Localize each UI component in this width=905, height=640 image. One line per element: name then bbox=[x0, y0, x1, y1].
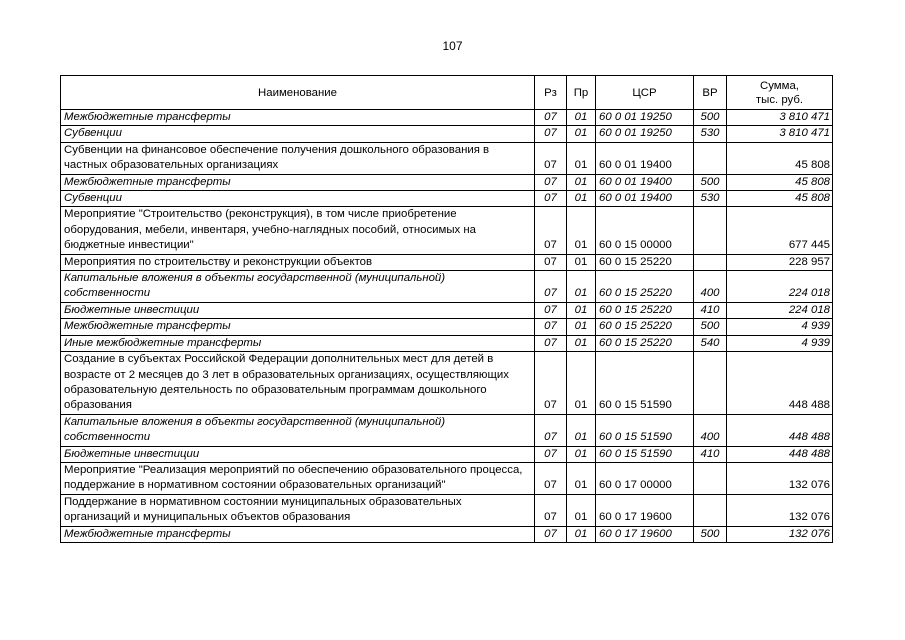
column-header-vr: ВР bbox=[694, 76, 727, 110]
page-number: 107 bbox=[442, 39, 463, 53]
cell-csr: 60 0 01 19250 bbox=[596, 110, 694, 126]
cell-rz: 07 bbox=[535, 191, 567, 207]
cell-pr: 01 bbox=[567, 126, 596, 142]
cell-pr: 01 bbox=[567, 462, 596, 494]
cell-sum: 45 808 bbox=[727, 191, 833, 207]
cell-csr: 60 0 15 25220 bbox=[596, 319, 694, 335]
table-row bbox=[61, 414, 833, 446]
cell-name: Субвенции bbox=[61, 191, 535, 207]
cell-vr bbox=[694, 462, 727, 494]
cell-csr: 60 0 15 25220 bbox=[596, 254, 694, 270]
cell-rz: 07 bbox=[535, 352, 567, 415]
cell-pr: 01 bbox=[567, 302, 596, 318]
cell-csr: 60 0 17 19600 bbox=[596, 526, 694, 542]
table-row bbox=[61, 352, 833, 415]
cell-vr: 540 bbox=[694, 335, 727, 351]
table-header-row bbox=[61, 76, 833, 110]
cell-vr bbox=[694, 352, 727, 415]
cell-pr: 01 bbox=[567, 254, 596, 270]
cell-name: Субвенции bbox=[61, 126, 535, 142]
cell-sum: 45 808 bbox=[727, 174, 833, 190]
cell-pr: 01 bbox=[567, 446, 596, 462]
cell-name: Создание в субъектах Российской Федерации дополнительных мест для детей в возрасте от 2 месяцев до 3 лет в образовательных организациях, осуществляющих образовательную деятельность по образовательным программам дошкольного образования bbox=[61, 352, 535, 415]
cell-sum: 4 939 bbox=[727, 319, 833, 335]
table-body bbox=[61, 110, 833, 543]
cell-vr: 500 bbox=[694, 319, 727, 335]
cell-pr: 01 bbox=[567, 352, 596, 415]
cell-sum: 45 808 bbox=[727, 142, 833, 174]
table-row bbox=[61, 526, 833, 542]
cell-sum: 132 076 bbox=[727, 462, 833, 494]
cell-rz: 07 bbox=[535, 526, 567, 542]
column-header-name: Наименование bbox=[61, 76, 535, 110]
cell-vr: 530 bbox=[694, 126, 727, 142]
cell-vr bbox=[694, 494, 727, 526]
cell-csr: 60 0 15 25220 bbox=[596, 335, 694, 351]
column-header-csr: ЦСР bbox=[596, 76, 694, 110]
cell-name: Иные межбюджетные трансферты bbox=[61, 335, 535, 351]
cell-name: Поддержание в нормативном состоянии муниципальных образовательных организаций и муниципальных объектов образования bbox=[61, 494, 535, 526]
table-row bbox=[61, 126, 833, 142]
cell-name: Межбюджетные трансферты bbox=[61, 526, 535, 542]
cell-vr: 400 bbox=[694, 414, 727, 446]
cell-name: Межбюджетные трансферты bbox=[61, 110, 535, 126]
cell-csr: 60 0 17 19600 bbox=[596, 494, 694, 526]
column-header-sum bbox=[727, 76, 833, 110]
cell-vr: 500 bbox=[694, 110, 727, 126]
cell-pr: 01 bbox=[567, 526, 596, 542]
cell-name: Субвенции на финансовое обеспечение получения дошкольного образования в частных образовательных организациях bbox=[61, 142, 535, 174]
cell-name: Мероприятие "Строительство (реконструкция), в том числе приобретение оборудования, мебели, инвентаря, учебно-наглядных пособий, относимых на бюджетные инвестиции" bbox=[61, 207, 535, 254]
cell-pr: 01 bbox=[567, 414, 596, 446]
cell-vr: 410 bbox=[694, 302, 727, 318]
cell-csr: 60 0 15 51590 bbox=[596, 414, 694, 446]
cell-pr: 01 bbox=[567, 319, 596, 335]
cell-rz: 07 bbox=[535, 335, 567, 351]
cell-csr: 60 0 01 19400 bbox=[596, 191, 694, 207]
cell-rz: 07 bbox=[535, 494, 567, 526]
cell-rz: 07 bbox=[535, 446, 567, 462]
cell-csr: 60 0 01 19400 bbox=[596, 174, 694, 190]
cell-name: Бюджетные инвестиции bbox=[61, 446, 535, 462]
cell-pr: 01 bbox=[567, 335, 596, 351]
cell-pr: 01 bbox=[567, 110, 596, 126]
cell-vr: 530 bbox=[694, 191, 727, 207]
table-row bbox=[61, 271, 833, 303]
cell-pr: 01 bbox=[567, 174, 596, 190]
cell-csr: 60 0 17 00000 bbox=[596, 462, 694, 494]
table-row bbox=[61, 446, 833, 462]
cell-vr bbox=[694, 142, 727, 174]
column-header-pr: Пр bbox=[567, 76, 596, 110]
table-row bbox=[61, 110, 833, 126]
table-row bbox=[61, 302, 833, 318]
cell-sum: 224 018 bbox=[727, 302, 833, 318]
cell-rz: 07 bbox=[535, 126, 567, 142]
table-row bbox=[61, 462, 833, 494]
column-header-sum-line1: Сумма, bbox=[760, 79, 799, 92]
table-row bbox=[61, 254, 833, 270]
cell-vr: 410 bbox=[694, 446, 727, 462]
cell-csr: 60 0 01 19250 bbox=[596, 126, 694, 142]
cell-vr: 500 bbox=[694, 526, 727, 542]
cell-vr: 500 bbox=[694, 174, 727, 190]
cell-sum: 677 445 bbox=[727, 207, 833, 254]
cell-sum: 448 488 bbox=[727, 414, 833, 446]
cell-rz: 07 bbox=[535, 207, 567, 254]
cell-rz: 07 bbox=[535, 174, 567, 190]
cell-sum: 132 076 bbox=[727, 494, 833, 526]
cell-pr: 01 bbox=[567, 207, 596, 254]
cell-pr: 01 bbox=[567, 191, 596, 207]
cell-pr: 01 bbox=[567, 271, 596, 303]
cell-rz: 07 bbox=[535, 319, 567, 335]
cell-sum: 448 488 bbox=[727, 446, 833, 462]
cell-csr: 60 0 15 25220 bbox=[596, 302, 694, 318]
cell-sum: 3 810 471 bbox=[727, 110, 833, 126]
table-row bbox=[61, 174, 833, 190]
budget-table bbox=[60, 75, 833, 543]
cell-rz: 07 bbox=[535, 110, 567, 126]
cell-rz: 07 bbox=[535, 254, 567, 270]
table-row bbox=[61, 319, 833, 335]
cell-sum: 4 939 bbox=[727, 335, 833, 351]
column-header-sum-line2: тыс. руб. bbox=[755, 93, 804, 106]
cell-rz: 07 bbox=[535, 462, 567, 494]
cell-csr: 60 0 15 00000 bbox=[596, 207, 694, 254]
cell-pr: 01 bbox=[567, 142, 596, 174]
cell-csr: 60 0 01 19400 bbox=[596, 142, 694, 174]
cell-csr: 60 0 15 51590 bbox=[596, 352, 694, 415]
cell-rz: 07 bbox=[535, 271, 567, 303]
cell-name: Капитальные вложения в объекты государственной (муниципальной) собственности bbox=[61, 271, 535, 303]
cell-rz: 07 bbox=[535, 142, 567, 174]
cell-name: Бюджетные инвестиции bbox=[61, 302, 535, 318]
cell-vr bbox=[694, 207, 727, 254]
column-header-rz: Рз bbox=[535, 76, 567, 110]
cell-sum: 132 076 bbox=[727, 526, 833, 542]
cell-name: Капитальные вложения в объекты государственной (муниципальной) собственности bbox=[61, 414, 535, 446]
cell-name: Мероприятия по строительству и реконструкции объектов bbox=[61, 254, 535, 270]
table-row bbox=[61, 335, 833, 351]
table-row bbox=[61, 494, 833, 526]
table-row bbox=[61, 191, 833, 207]
cell-name: Мероприятие "Реализация мероприятий по обеспечению образовательного процесса, поддержание в нормативном состоянии образовательных организаций" bbox=[61, 462, 535, 494]
cell-rz: 07 bbox=[535, 414, 567, 446]
cell-vr: 400 bbox=[694, 271, 727, 303]
table-row bbox=[61, 207, 833, 254]
cell-sum: 3 810 471 bbox=[727, 126, 833, 142]
cell-name: Межбюджетные трансферты bbox=[61, 174, 535, 190]
cell-csr: 60 0 15 25220 bbox=[596, 271, 694, 303]
cell-sum: 224 018 bbox=[727, 271, 833, 303]
table-row bbox=[61, 142, 833, 174]
cell-name: Межбюджетные трансферты bbox=[61, 319, 535, 335]
cell-sum: 228 957 bbox=[727, 254, 833, 270]
cell-sum: 448 488 bbox=[727, 352, 833, 415]
cell-csr: 60 0 15 51590 bbox=[596, 446, 694, 462]
cell-pr: 01 bbox=[567, 494, 596, 526]
cell-vr bbox=[694, 254, 727, 270]
cell-rz: 07 bbox=[535, 302, 567, 318]
